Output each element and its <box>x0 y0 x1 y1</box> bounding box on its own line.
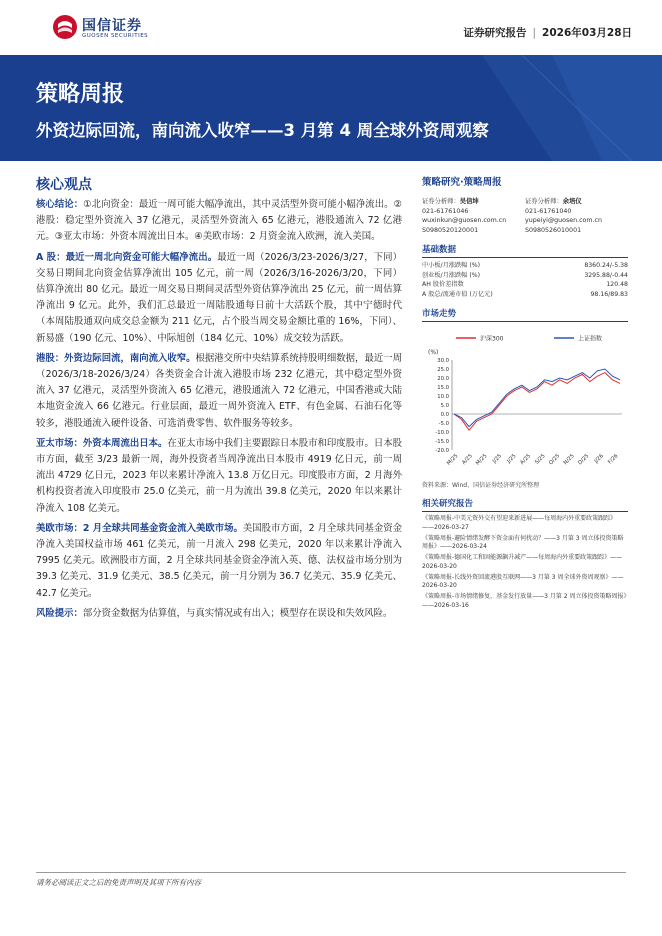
related-report-item[interactable] <box>422 554 628 571</box>
related-report-title[interactable]: 《策略周报-长线外资回流港股互联网——3 月第 3 周全球外资周观察》 <box>422 573 612 581</box>
analyst-name-line <box>422 197 525 207</box>
x-tick-label: N/25 <box>562 453 576 467</box>
analyst-card <box>422 197 525 235</box>
y-tick-label: -10.0 <box>435 430 449 437</box>
core-views-heading: 核心观点 <box>36 177 92 193</box>
title-banner <box>0 55 662 161</box>
paragraph-keyword: 风险提示： <box>36 607 83 619</box>
paragraph-text: 根据港交所中央结算系统持股明细数据，最近一周（2026/3/18-2026/3/24）各类资金合计流入港股市场 232 亿港元，其中稳定型外资流入 37 亿港元，灵活型外资流入 65 亿港元，港股通流入 72 亿港元，中国香港或大陆本地资金流入 66 亿港元。行业层面，最近一周外资流入 ETF、有色金属、石油石化等较多，港股通流入硬件设备、可选消费零售、软件服务等较多。 <box>36 352 402 429</box>
basic-data-heading: 基础数据 <box>422 243 628 258</box>
paragraph-core-conclusion <box>36 197 402 246</box>
x-tick-label: D/25 <box>577 453 591 467</box>
market-trend-chart-svg <box>422 328 628 478</box>
related-report-title[interactable]: 《策略周报-避险情绪发酵下资金面有何扰动？——3 月第 3 周立体投资策略周报》 <box>422 534 624 551</box>
related-report-date: ——2026-03-24 <box>440 543 487 551</box>
related-reports-list <box>422 515 628 610</box>
guosen-logo-icon <box>52 14 78 40</box>
paragraph-keyword: 美欧市场：2 月全球共同基金资金流入美欧市场。 <box>36 522 243 534</box>
x-tick-label: M/25 <box>474 453 489 468</box>
paragraph-asia-pacific <box>36 436 402 517</box>
chart-source-note: 资料来源：Wind、国信证券经济研究所整理 <box>422 482 540 490</box>
x-tick-label: F/26 <box>606 453 620 466</box>
paragraph-keyword: A 股：最近一周北向资金可能大幅净流出。 <box>36 251 218 263</box>
related-report-date: ——2026-03-16 <box>422 601 469 609</box>
paragraph-us-europe <box>36 521 402 602</box>
related-report-title[interactable]: 《策略周报-中美元资外交有望迎来新进展——每周海内外重要政策跟踪》 <box>422 515 617 523</box>
paragraph-hk-stocks <box>36 351 402 432</box>
analyst-list <box>422 197 628 235</box>
analyst-label: 证券分析师： <box>422 198 460 205</box>
y-tick-label: 25.0 <box>437 367 449 374</box>
related-reports-heading: 相关研究报告 <box>422 497 628 512</box>
basic-data-key: A 股总/流通市值 (万亿元) <box>422 290 493 298</box>
paragraph-text: 部分资金数据为估算值，与真实情况或有出入；模型存在误设和失效风险。 <box>82 607 393 619</box>
market-trend-chart <box>422 328 628 478</box>
y-tick-label: 5.0 <box>440 403 449 410</box>
x-tick-label: A/25 <box>519 453 533 467</box>
basic-data-table <box>422 261 628 299</box>
y-tick-label: 0.0 <box>440 412 449 419</box>
paragraph-risk-warning <box>36 606 402 622</box>
related-report-date: ——2026-03-20 <box>422 554 623 570</box>
header-meta: 证券研究报告 | 2026年03月28日 <box>463 27 632 39</box>
y-tick-label: -15.0 <box>435 439 449 446</box>
legend-label: 沪深300 <box>480 335 504 343</box>
related-report-title[interactable]: 《策略周报-市场情绪修复，基金发行放量——3 月第 2 周立体投资策略周报》 <box>422 593 630 600</box>
y-tick-label: 20.0 <box>437 376 449 383</box>
basic-data-row <box>422 290 628 300</box>
related-report-title[interactable]: 《策略周报-德国化工和固能源飙升减产——每周海内外重要政策跟踪》 <box>422 554 611 562</box>
analyst-phone: 021-61761046 <box>422 207 469 215</box>
basic-data-value: 3295.88/-0.44 <box>584 271 628 279</box>
related-report-item[interactable] <box>422 593 628 610</box>
paragraph-text: 最近一周（2026/3/23-2026/3/27，下同）交易日期间北向资金估算净流出 105 亿元，前一周（2026/3/16-2026/3/20，下同）估算净流出 80 亿元。最近一周交易日期间灵活型外资估算净流出 25 亿元，前一周估算净流出 9 亿元。此外，我们汇总最近一周陆股通每日前十大活跃个股，其中宁德时代（本周陆股通双向成交总金额为 211 亿元，占个股当周交易金额比重的 16%，下同）、新易盛（190 亿元、10%）、中际旭创（184 亿元、10%）成交较为活跃。 <box>36 251 402 344</box>
analyst-cert: S0980520120001 <box>422 226 479 234</box>
analyst-phone: 021-61761040 <box>525 207 572 215</box>
analyst-card <box>525 197 628 235</box>
y-tick-label: 30.0 <box>437 358 449 365</box>
analyst-cert: S0980526010001 <box>525 226 582 234</box>
paragraph-text: ①北向资金：最近一周可能大幅净流出，其中灵活型外资可能小幅净流出。②港股：稳定型外资流入 37 亿港元，灵活型外资流入 65 亿港元，港股通流入 72 亿港元。③亚太市场：外资本周流出日本。④美欧市场：2 月资金流入欧洲，流入美国。 <box>36 199 402 243</box>
analyst-email[interactable]: wuxinkun@guosen.com.cn <box>422 217 507 224</box>
analyst-name: 余培仪 <box>562 198 582 205</box>
report-date: 2026年03月28日 <box>542 27 632 39</box>
basic-data-value: 98.16/89.83 <box>590 290 628 298</box>
brand-name-en: GUOSEN SECURITIES <box>82 33 149 39</box>
x-tick-label: J/25 <box>491 453 504 465</box>
y-tick-label: 10.0 <box>437 394 449 401</box>
sidebar <box>422 174 628 612</box>
related-report-date: ——2026-03-27 <box>422 524 469 532</box>
basic-data-key: AH 股价差指数 <box>422 281 464 289</box>
y-tick-label: -20.0 <box>435 448 449 455</box>
basic-data-value: 120.48 <box>606 281 628 289</box>
paragraph-keyword: 核心结论： <box>36 199 84 210</box>
report-type: 证券研究报告 <box>463 27 527 39</box>
y-tick-label: 15.0 <box>437 385 449 392</box>
report-category-title: 策略周报 <box>36 82 125 107</box>
x-tick-label: J/25 <box>506 453 518 465</box>
related-report-item[interactable] <box>422 574 628 591</box>
related-report-date: ——2026-03-20 <box>422 573 624 590</box>
paragraph-a-share <box>36 250 402 347</box>
analyst-name: 吴信坤 <box>459 198 479 205</box>
core-views-body <box>36 197 402 626</box>
footer-disclaimer[interactable]: 请务必阅读正文之后的免责声明及其项下所有内容 <box>36 878 201 887</box>
x-tick-label: O/25 <box>548 453 562 467</box>
footer-divider <box>36 872 626 873</box>
sidebar-section-title: 策略研究·策略周报 <box>422 177 502 188</box>
x-tick-label: J/26 <box>593 453 605 465</box>
paragraph-text: 在亚太市场中我们主要跟踪日本股市和印度股市。日本股市方面，截至 3/23 最新一周，海外投资者当周净流出日本股市 4919 亿日元，前一周流出 4729 亿日元，2023 年以来累计净流入 13.8 万亿日元。印度股市方面，2 月海外机构投资者流入印度股市 25.0 亿美元，前一月为流出 39.8 亿美元，2020 年以来累计净流入 108 亿美元。 <box>36 437 402 514</box>
series-line <box>454 373 620 431</box>
basic-data-key: 创业板/月涨跌幅 (%) <box>422 271 481 279</box>
y-tick-label: -5.0 <box>438 421 449 428</box>
basic-data-value: 8360.24/-5.38 <box>584 262 628 269</box>
banner-decoration-icon <box>402 55 662 161</box>
brand-logo <box>52 14 172 42</box>
related-report-item[interactable] <box>422 535 628 552</box>
paragraph-text: 美国股市方面，2 月全球共同基金资金净流入美国权益市场 461 亿美元，前一月流入 298 亿美元，2020 年以来累计净流入 7995 亿美元。欧洲股市方面，2 月全球共同基金资金净流入英、德、法权益市场分别为 39.3 亿美元、31.9 亿美元、38.5 亿美元，前一月分别为 36.7 亿美元、35.9 亿美元、42.7 亿美元。 <box>36 522 403 599</box>
paragraph-keyword: 港股：外资边际回流，南向流入收窄。 <box>36 352 196 364</box>
x-tick-label: M/25 <box>445 453 460 468</box>
analyst-email[interactable]: yupeiyi@guosen.com.cn <box>525 217 603 224</box>
analyst-name-line <box>525 197 628 207</box>
basic-data-row <box>422 271 628 281</box>
related-report-item[interactable] <box>422 515 628 532</box>
basic-data-key: 中小板/月涨跌幅 (%) <box>422 262 481 269</box>
legend-label: 上证指数 <box>578 335 603 343</box>
x-tick-label: S/25 <box>534 453 547 467</box>
analyst-label: 证券分析师： <box>525 198 563 205</box>
paragraph-keyword: 亚太市场：外资本周流出日本。 <box>36 437 168 449</box>
brand-name-cn: 国信证券 <box>82 18 142 34</box>
x-tick-label: A/25 <box>461 453 474 467</box>
market-trend-heading: 市场走势 <box>422 307 628 322</box>
basic-data-row <box>422 261 628 271</box>
report-title: 外资边际回流，南向流入收窄——3 月第 4 周全球外资周观察 <box>36 121 489 140</box>
basic-data-row <box>422 280 628 290</box>
y-axis-label: (%) <box>428 349 439 357</box>
